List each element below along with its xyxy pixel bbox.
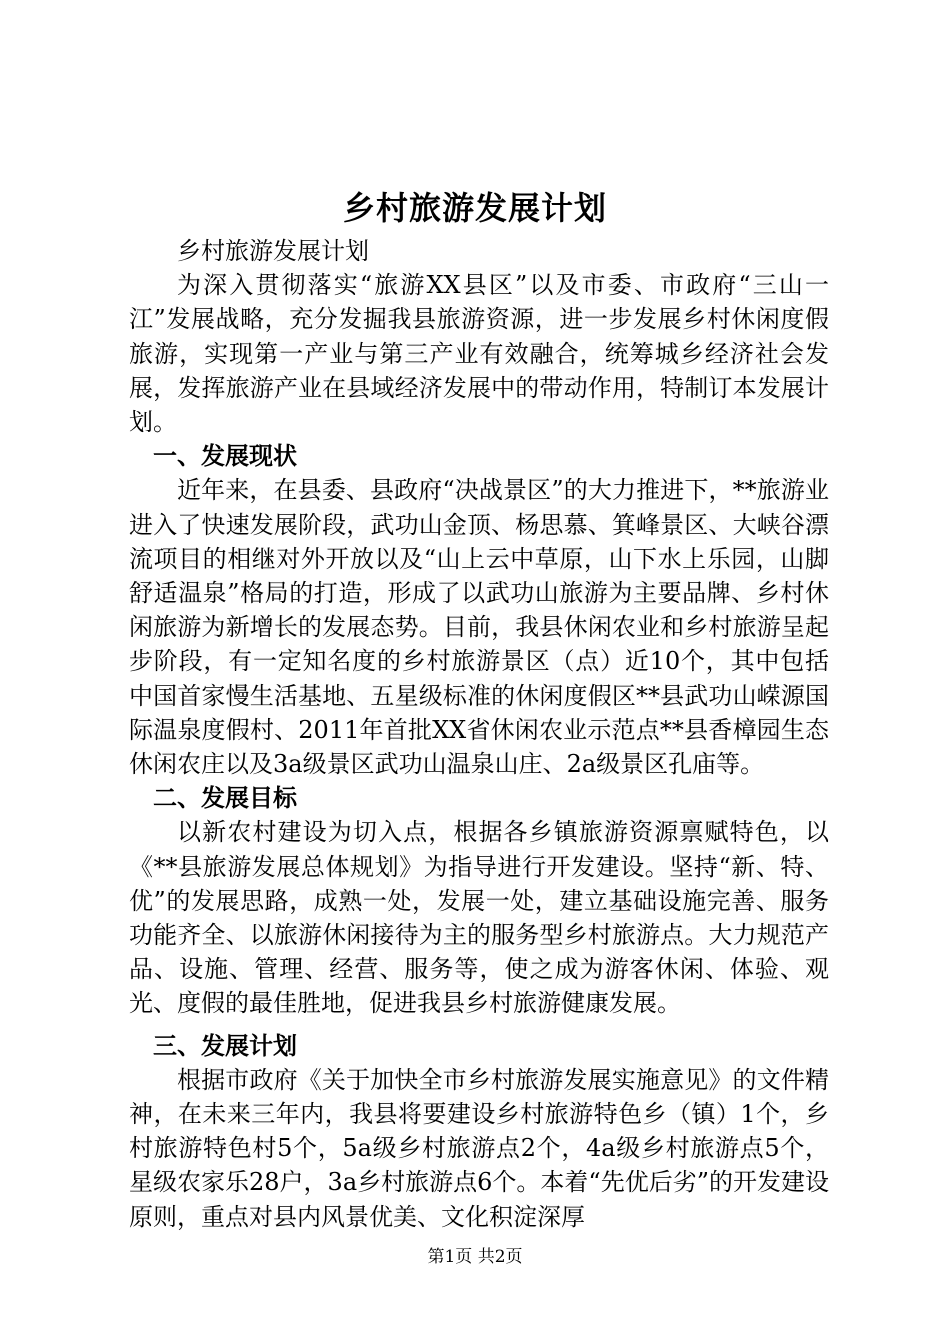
section-heading: 二、发展目标 — [153, 783, 297, 813]
section-paragraph: 以新农村建设为切入点，根据各乡镇旅游资源禀赋特色，以《**县旅游发展总体规划》为指导进行开发建设。坚持“新、特、优”的发展思路，成熟一处，发展一处，建立基础设施完善、服务功能齐全、以旅游休闲接待为主的服务型乡村旅游点。大力规范产品、设施、管理、经营、服务等，使之成为游客休闲、体验、观光、度假的最佳胜地，促进我县乡村旅游健康发展。 — [129, 818, 829, 1018]
section-heading: 一、发展现状 — [153, 441, 297, 471]
section-heading: 三、发展计划 — [153, 1030, 297, 1060]
subtitle-paragraph: 乡村旅游发展计划 — [177, 237, 369, 265]
page-number: 第1页 共2页 — [427, 1247, 523, 1267]
section-paragraph: 近年来，在县委、县政府“决战景区”的大力推进下，**旅游业进入了快速发展阶段，武功山金顶、杨思慕、箕峰景区、大峡谷漂流项目的相继对外开放以及“山上云中草原，山下水上乐园，山脚舒适温泉”格局的打造，形成了以武功山旅游为主要品牌、乡村休闲旅游为新增长的发展态势。目前，我县休闲农业和乡村旅游呈起步阶段，有一定知名度的乡村旅游景区（点）近10个，其中包括中国首家慢生活基地、五星级标准的休闲度假区**县武功山嵘源国际温泉度假村、2011年首批XX省休闲农业示范点**县香樟园生态休闲农庄以及3a级景区武功山温泉山庄、2a级景区孔庙等。 — [129, 476, 829, 779]
intro-paragraph: 为深入贯彻落实“旅游XX县区”以及市委、市政府“三山一江”发展战略，充分发掘我县旅游资源，进一步发展乡村休闲度假旅游，实现第一产业与第三产业有效融合，统筹城乡经济社会发展，发挥旅游产业在县域经济发展中的带动作用，特制订本发展计划。 — [129, 271, 829, 437]
page-title: 乡村旅游发展计划 — [342, 189, 607, 227]
section-paragraph: 根据市政府《关于加快全市乡村旅游发展实施意见》的文件精神，在未来三年内，我县将要建设乡村旅游特色乡（镇）1个，乡村旅游特色村5个，5a级乡村旅游点2个，4a级乡村旅游点5个，星级农家乐28户，3a乡村旅游点6个。本着“先优后劣”的开发建设原则，重点对县内风景优美、文化积淀深厚 — [129, 1065, 829, 1231]
document-body — [129, 234, 829, 1234]
